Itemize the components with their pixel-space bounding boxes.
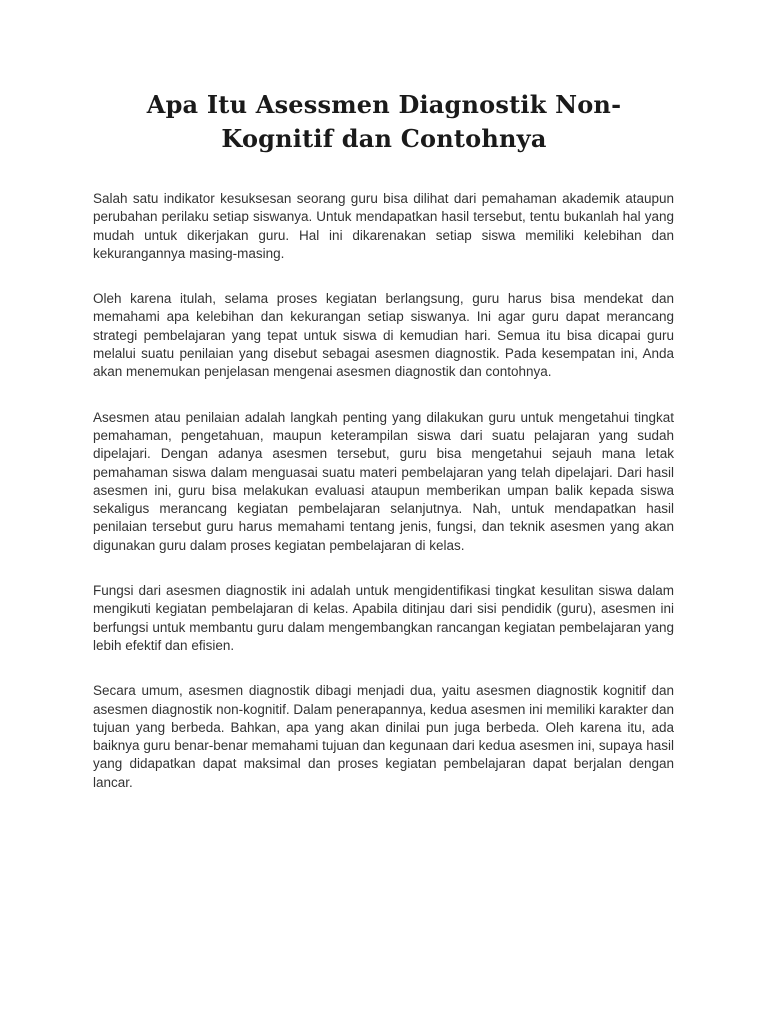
- paragraph-1: Salah satu indikator kesuksesan seorang guru bisa dilihat dari pemahaman akademik ataupun perubahan perilaku setiap siswanya. Untuk mendapatkan hasil tersebut, tentu bukanlah hal yang mudah untuk dikerjakan guru. Hal ini dikarenakan setiap siswa memiliki kelebihan dan kekurangannya masing-masing.: [93, 191, 674, 261]
- paragraph-3: Asesmen atau penilaian adalah langkah penting yang dilakukan guru untuk mengetahui tingkat pemahaman, pengetahuan, maupun keterampilan siswa dari suatu pelajaran yang sudah dipelajari. Dengan adanya asesmen tersebut, guru bisa mengetahui sejauh mana letak pemahaman siswa dalam menguasai suatu materi pembelajaran yang telah dipelajari. Dari hasil asesmen ini, guru bisa melakukan evaluasi ataupun memberikan umpan balik kepada siswa sekaligus merancang kegiatan pembelajaran selanjutnya. Nah, untuk mendapatkan hasil penilaian tersebut guru harus memahami tentang jenis, fungsi, dan teknik asesmen yang akan digunakan guru dalam proses kegiatan pembelajaran di kelas.: [93, 409, 674, 553]
- document-body: [93, 190, 674, 819]
- paragraph-4: Fungsi dari asesmen diagnostik ini adalah untuk mengidentifikasi tingkat kesulitan siswa dalam mengikuti kegiatan pembelajaran di kelas. Apabila ditinjau dari sisi pendidik (guru), asesmen ini berfungsi untuk membantu guru dalam mengembangkan rancangan kegiatan pembelajaran yang lebih efektif dan efisien.: [93, 583, 674, 653]
- document-title: Apa Itu Asessmen Diagnostik Non-Kognitif dan Contohnya: [146, 90, 622, 153]
- paragraph-2: Oleh karena itulah, selama proses kegiatan berlangsung, guru harus bisa mendekat dan memahami apa kelebihan dan kekurangan setiap siswanya. Ini agar guru dapat merancang strategi pembelajaran yang tepat untuk siswa di kemudian hari. Semua itu bisa dicapai guru melalui suatu penilaian yang disebut sebagai asesmen diagnostik. Pada kesempatan ini, Anda akan menemukan penjelasan mengenai asesmen diagnostik dan contohnya.: [93, 291, 674, 380]
- paragraph-5: Secara umum, asesmen diagnostik dibagi menjadi dua, yaitu asesmen diagnostik kognitif dan asesmen diagnostik non-kognitif. Dalam penerapannya, kedua asesmen ini memiliki karakter dan tujuan yang berbeda. Bahkan, apa yang akan dinilai pun juga berbeda. Oleh karena itu, ada baiknya guru benar-benar memahami tujuan dan kegunaan dari kedua asesmen ini, supaya hasil yang didapatkan dapat maksimal dan proses kegiatan pembelajaran dapat berjalan dengan lancar.: [93, 683, 674, 790]
